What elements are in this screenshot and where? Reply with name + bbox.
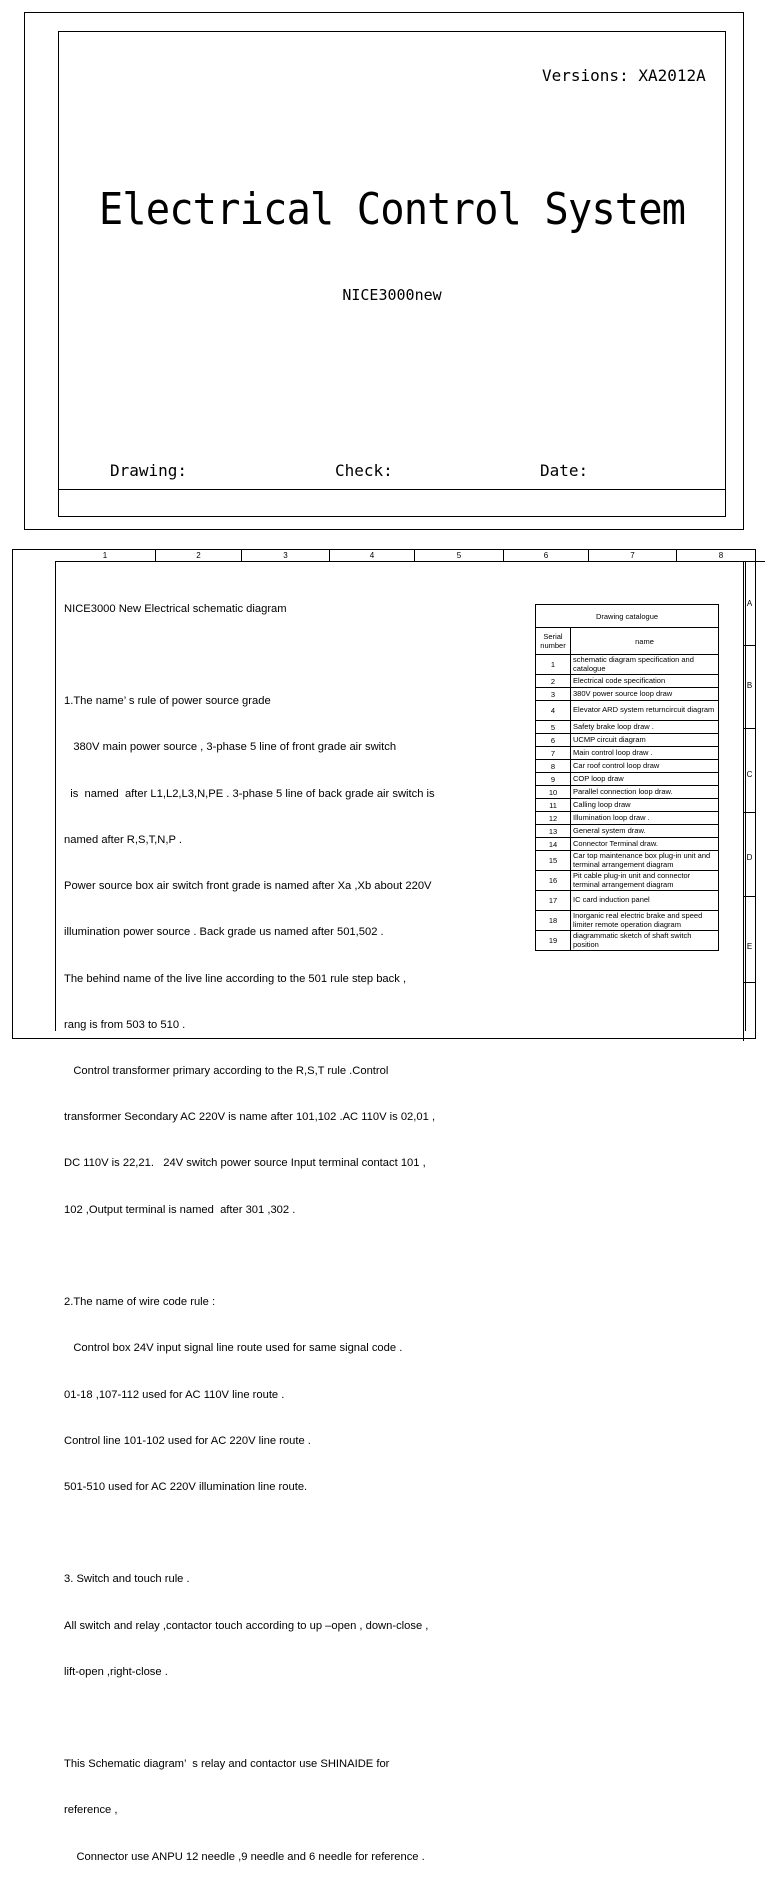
- note-line: reference ,: [64, 1804, 118, 1817]
- name-cell: Elevator ARD system returncircuit diagram: [571, 701, 719, 721]
- serial-cell: 13: [536, 825, 571, 838]
- table-row: [536, 838, 719, 851]
- name-cell: Pit cable plug-in unit and connector terminal arrangement diagram: [571, 871, 719, 891]
- serial-cell: 12: [536, 812, 571, 825]
- serial-cell: 14: [536, 838, 571, 851]
- serial-cell: 19: [536, 931, 571, 951]
- name-cell: Car top maintenance box plug-in unit and terminal arrangement diagram: [571, 851, 719, 871]
- note-line: lift-open ,right-close .: [64, 1665, 168, 1678]
- note-line: rang is from 503 to 510 .: [64, 1018, 186, 1031]
- column-header-name: name: [571, 628, 719, 655]
- cover-bottom-strip: [59, 489, 725, 490]
- drawing-label: Drawing:: [110, 461, 188, 480]
- table-row: [536, 911, 719, 931]
- serial-cell: 8: [536, 760, 571, 773]
- note-line: All switch and relay ,contactor touch according to up –open , down-close ,: [64, 1619, 429, 1632]
- table-row: [536, 773, 719, 786]
- model-name: NICE3000new: [342, 286, 442, 304]
- note-line: 380V main power source , 3-phase 5 line of front grade air switch: [64, 741, 397, 754]
- note-line: 3. Switch and touch rule .: [64, 1573, 190, 1586]
- serial-cell: 9: [536, 773, 571, 786]
- serial-cell: 18: [536, 911, 571, 931]
- note-line: 102 ,Output terminal is named after 301 ,302 .: [64, 1203, 296, 1216]
- name-cell: IC card induction panel: [571, 891, 719, 911]
- note-line: 501-510 used for AC 220V illumination line route.: [64, 1480, 308, 1493]
- column-marker: 8: [718, 551, 724, 560]
- row-divider: [744, 812, 755, 813]
- table-row: [536, 786, 719, 799]
- schematic-notes: [64, 571, 494, 1880]
- row-divider: [744, 896, 755, 897]
- note-gap: [64, 648, 494, 663]
- name-cell: Electrical code specification: [571, 675, 719, 688]
- note-line: transformer Secondary AC 220V is name after 101,102 .AC 110V is 02,01 ,: [64, 1111, 436, 1124]
- note-line: NICE3000 New Electrical schematic diagram: [64, 602, 287, 615]
- name-cell: diagrammatic sketch of shaft switch position: [571, 931, 719, 951]
- serial-cell: 11: [536, 799, 571, 812]
- serial-cell: 1: [536, 655, 571, 675]
- row-divider: [744, 982, 755, 983]
- column-marker: 7: [589, 550, 677, 561]
- note-line: DC 110V is 22,21. 24V switch power source Input terminal contact 101 ,: [64, 1157, 426, 1170]
- serial-cell: 10: [536, 786, 571, 799]
- note-gap: [64, 1249, 494, 1264]
- name-cell: schematic diagram specification and catalogue: [571, 655, 719, 675]
- table-row: [536, 931, 719, 951]
- cover-sheet: [58, 31, 726, 517]
- name-cell: Parallel connection loop draw.: [571, 786, 719, 799]
- note-line: Control line 101-102 used for AC 220V line route .: [64, 1434, 311, 1447]
- row-divider: [744, 645, 755, 646]
- note-gap: [64, 1526, 494, 1541]
- column-marker: 5: [415, 550, 504, 561]
- serial-cell: 5: [536, 721, 571, 734]
- name-cell: Inorganic real electric brake and speed limiter remote operation diagram: [571, 911, 719, 931]
- page-title: Electrical Control System: [98, 184, 686, 235]
- name-cell: General system draw.: [571, 825, 719, 838]
- row-ruler: [743, 561, 755, 1041]
- note-gap: [64, 1711, 494, 1726]
- version-label: Versions: XA2012A: [542, 66, 706, 85]
- column-marker: 3: [242, 550, 330, 561]
- table-row: [536, 871, 719, 891]
- table-row: [536, 688, 719, 701]
- note-line: named after R,S,T,N,P .: [64, 833, 182, 846]
- table-row: [536, 721, 719, 734]
- serial-cell: 16: [536, 871, 571, 891]
- note-line: illumination power source . Back grade us named after 501,502 .: [64, 926, 384, 939]
- table-row: [536, 734, 719, 747]
- table-row: [536, 825, 719, 838]
- note-line: is named after L1,L2,L3,N,PE . 3-phase 5 line of back grade air switch is: [64, 787, 435, 800]
- note-line: Control transformer primary according to the R,S,T rule .Control: [64, 1064, 389, 1077]
- table-row: [536, 747, 719, 760]
- table-row: [536, 891, 719, 911]
- name-cell: Illumination loop draw .: [571, 812, 719, 825]
- name-cell: COP loop draw: [571, 773, 719, 786]
- check-label: Check:: [335, 461, 393, 480]
- name-cell: 380V power source loop draw: [571, 688, 719, 701]
- column-marker: 2: [156, 550, 242, 561]
- table-row: [536, 812, 719, 825]
- table-row: [536, 760, 719, 773]
- table-row: [536, 655, 719, 675]
- serial-cell: 2: [536, 675, 571, 688]
- row-marker: A: [746, 599, 753, 608]
- note-line: This Schematic diagram’ s relay and contactor use SHINAIDE for: [64, 1758, 390, 1771]
- row-marker: B: [746, 681, 753, 690]
- catalogue-title: Drawing catalogue: [536, 605, 719, 628]
- column-marker: 6: [504, 550, 589, 561]
- name-cell: Calling loop draw: [571, 799, 719, 812]
- serial-cell: 3: [536, 688, 571, 701]
- name-cell: Car roof control loop draw: [571, 760, 719, 773]
- note-line: 1.The name’ s rule of power source grade: [64, 695, 271, 708]
- note-line: Power source box air switch front grade is named after Xa ,Xb about 220V: [64, 880, 432, 893]
- table-row: [536, 799, 719, 812]
- serial-cell: 4: [536, 701, 571, 721]
- column-marker: 1: [55, 550, 156, 561]
- table-row: [536, 851, 719, 871]
- table-row: [536, 701, 719, 721]
- name-cell: Safety brake loop draw .: [571, 721, 719, 734]
- row-marker: C: [746, 770, 753, 779]
- serial-cell: 7: [536, 747, 571, 760]
- drawing-catalogue-table: [535, 604, 719, 951]
- column-header-serial: Serial number: [536, 628, 571, 655]
- note-line: 01-18 ,107-112 used for AC 110V line route .: [64, 1388, 285, 1401]
- note-line: 2.The name of wire code rule :: [64, 1296, 216, 1309]
- row-marker: D: [746, 853, 753, 862]
- note-line: Connector use ANPU 12 needle ,9 needle and 6 needle for reference .: [64, 1850, 425, 1863]
- column-marker: 4: [330, 550, 415, 561]
- name-cell: Main control loop draw .: [571, 747, 719, 760]
- serial-cell: 6: [536, 734, 571, 747]
- note-line: Control box 24V input signal line route used for same signal code .: [64, 1342, 403, 1355]
- row-marker: E: [746, 942, 753, 951]
- name-cell: UCMP circuit diagram: [571, 734, 719, 747]
- row-divider: [744, 728, 755, 729]
- date-label: Date:: [540, 461, 589, 480]
- serial-cell: 15: [536, 851, 571, 871]
- table-row: [536, 675, 719, 688]
- serial-cell: 17: [536, 891, 571, 911]
- name-cell: Connector Terminal draw.: [571, 838, 719, 851]
- note-line: The behind name of the live line according to the 501 rule step back ,: [64, 972, 407, 985]
